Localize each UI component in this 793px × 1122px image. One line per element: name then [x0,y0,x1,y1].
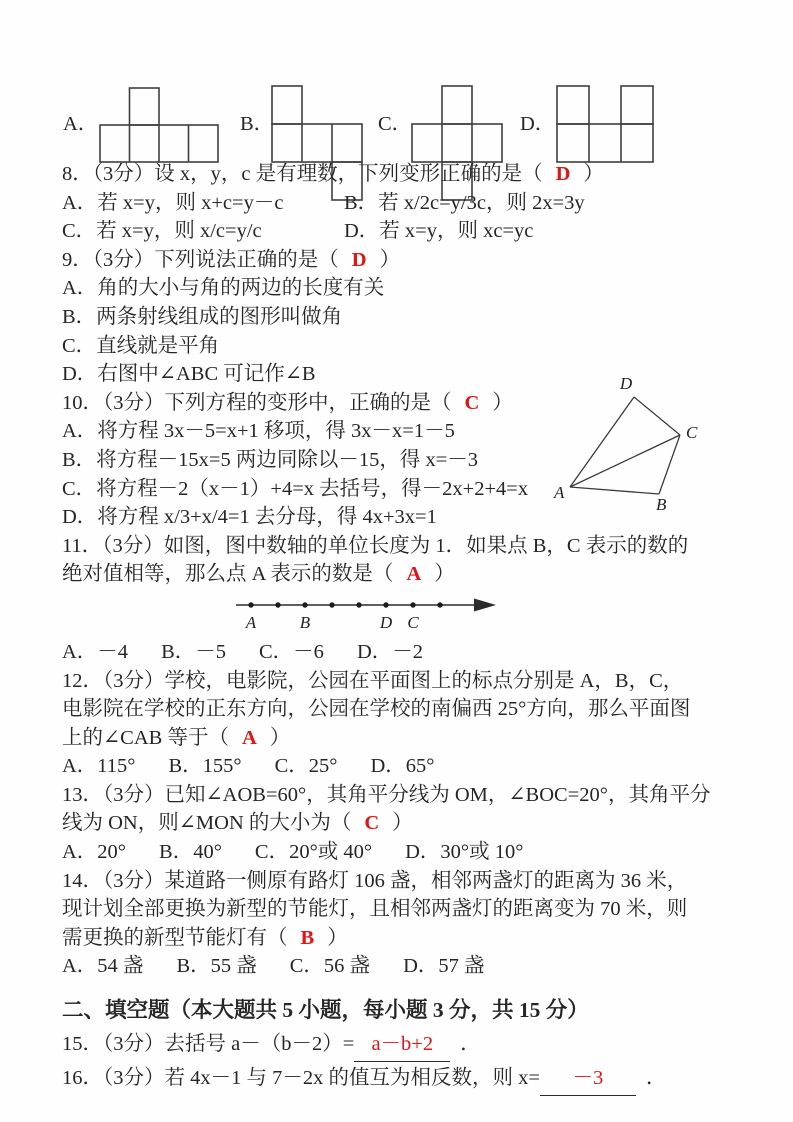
question-12-option-d: D．65° [370,755,435,778]
question-13-stem-line-2: 线为 ON，则∠MON 的大小为（ C ） [62,812,413,835]
number-line-svg [234,592,506,634]
question-9-option-d: D．右图中∠ABC 可记作∠B [62,363,316,386]
question-13-option-b: B．40° [159,841,222,864]
net-option-d-label: D． [520,113,556,135]
question-14-option-a: A．54 盏 [62,955,144,978]
net-option-b-label: B． [240,113,275,135]
question-13-option-c: C．20°或 40° [254,841,373,864]
net-option-a-label: A． [63,113,99,135]
net-figure-a [99,86,220,164]
question-9-option-a: A．角的大小与角的两边的长度有关 [62,277,385,300]
question-8-options-row-1 [62,189,742,218]
question-8-option-c: C．若 x=y，则 x/c=y/c [62,220,262,243]
question-13-answer: C [364,812,380,835]
net-option-c-label: C． [378,113,413,135]
question-16-blank [540,1061,636,1096]
question-10-option-a: A．将方程 3x－5=x+1 移项，得 3x－x=1－5 [62,420,455,443]
question-10-answer: C [464,391,480,414]
question-13-options [62,838,742,867]
question-13-option-d: D．30°或 10° [405,841,524,864]
question-12-option-b: B．155° [168,755,242,778]
question-15-answer: a－b+2 [371,1033,434,1056]
number-line-point-a: A [245,612,257,632]
question-14-stem-line-2: 现计划全部更换为新型的节能灯，且相邻两盏灯的距离变为 70 米，则 [62,898,688,921]
question-10-option-c: C．将方程－2（x－1）+4=x 去括号，得－2x+2+4=x [62,477,529,500]
question-9-option-c: C．直线就是平角 [62,334,220,357]
question-12-stem-line-2: 电影院在学校的正东方向，公园在学校的南偏西 25°方向，那么平面图 [62,698,691,721]
question-9-option-b: B．两条射线组成的图形叫做角 [62,305,343,328]
question-10-stem: 10．（3分）下列方程的变形中，正确的是（ C ） [62,391,513,414]
number-line-arrowhead [474,598,496,611]
question-list [62,160,742,1095]
question-12-stem-line-1: 12．（3分）学校，电影院，公园在平面图上的标点分别是 A，B，C， [62,669,684,692]
question-9-answer: D [351,248,367,271]
question-13-option-a: A．20° [62,841,127,864]
question-12-options [62,752,742,781]
question-11-answer: A [406,563,422,586]
question-10-option-b: B．将方程－15x=5 两边同除以－15，得 x=－3 [62,448,479,471]
question-14-stem-line-1: 14．（3分）某道路一侧原有路灯 106 盏，相邻两盏灯的距离为 36 米， [62,869,688,892]
vertex-a-label: A [554,483,565,502]
section-2-heading: 二、填空题（本大题共 5 小题，每小题 3 分，共 15 分） [62,998,589,1023]
question-11-stem-line-2: 绝对值相等，那么点 A 表示的数是（ A ） [62,563,455,586]
question-12-option-a: A．115° [62,755,136,778]
question-11-option-b: B．－5 [161,640,226,663]
question-12-option-c: C．25° [274,755,338,778]
vertex-d-label: D [619,374,633,393]
question-14-option-b: B．55 盏 [176,955,257,978]
question-13-stem-line-1: 13．（3分）已知∠AOB=60°，其角平分线为 OM，∠BOC=20°，其角平分 [62,783,711,806]
number-line-point-d: D [379,612,393,632]
question-11-option-c: C．－6 [259,640,324,663]
question-11-stem-line-1: 11．（3分）如图，图中数轴的单位长度为 1．如果点 B，C 表示的数的 [62,534,689,557]
question-10-option-d: D．将方程 x/3+x/4=1 去分母，得 4x+3x=1 [62,506,437,529]
question-12-stem-line-3: 上的∠CAB 等于（ A ） [62,726,291,749]
question-14-option-d: D．57 盏 [403,955,485,978]
number-line-point-b: B [299,612,311,632]
question-8-stem: 8．（3分）设 x，y，c 是有理数，下列变形正确的是（ D ） [62,163,604,185]
question-15: 15．（3分）去括号 a－（b－2）= a－b+2 ． [62,1027,742,1061]
question-12-answer: A [241,726,257,749]
question-14-options [62,952,742,981]
question-8-answer: D [555,163,571,185]
question-11-options [62,638,742,667]
question-15-blank [354,1027,450,1062]
question-14-stem-line-3: 需更换的新型节能灯有（ B ） [62,926,348,949]
question-11-option-a: A．－4 [62,640,129,663]
vertex-b-label: B [656,495,667,514]
question-8-options-row-2 [62,217,742,246]
question-14-answer: B [300,926,315,949]
question-11-option-d: D．－2 [356,640,423,663]
number-line-figure [62,589,742,638]
question-14-option-c: C．56 盏 [289,955,371,978]
question-8-option-d: D．若 x=y，则 xc=yc [344,220,534,243]
vertex-c-label: C [686,423,698,442]
question-8-option-a: A．若 x=y，则 x+c=y－c [62,191,284,214]
question-16-answer: －3 [572,1067,604,1090]
net-figure-d [556,85,655,164]
question-9-stem: 9．（3分）下列说法正确的是（ D ） [62,248,401,271]
question-8-option-b: B．若 x/2c=y/3c，则 2x=3y [344,191,585,214]
question-16: 16．（3分）若 4x－1 与 7－2x 的值互为相反数，则 x= －3 ． [62,1061,742,1095]
number-line-point-c: C [407,612,419,632]
